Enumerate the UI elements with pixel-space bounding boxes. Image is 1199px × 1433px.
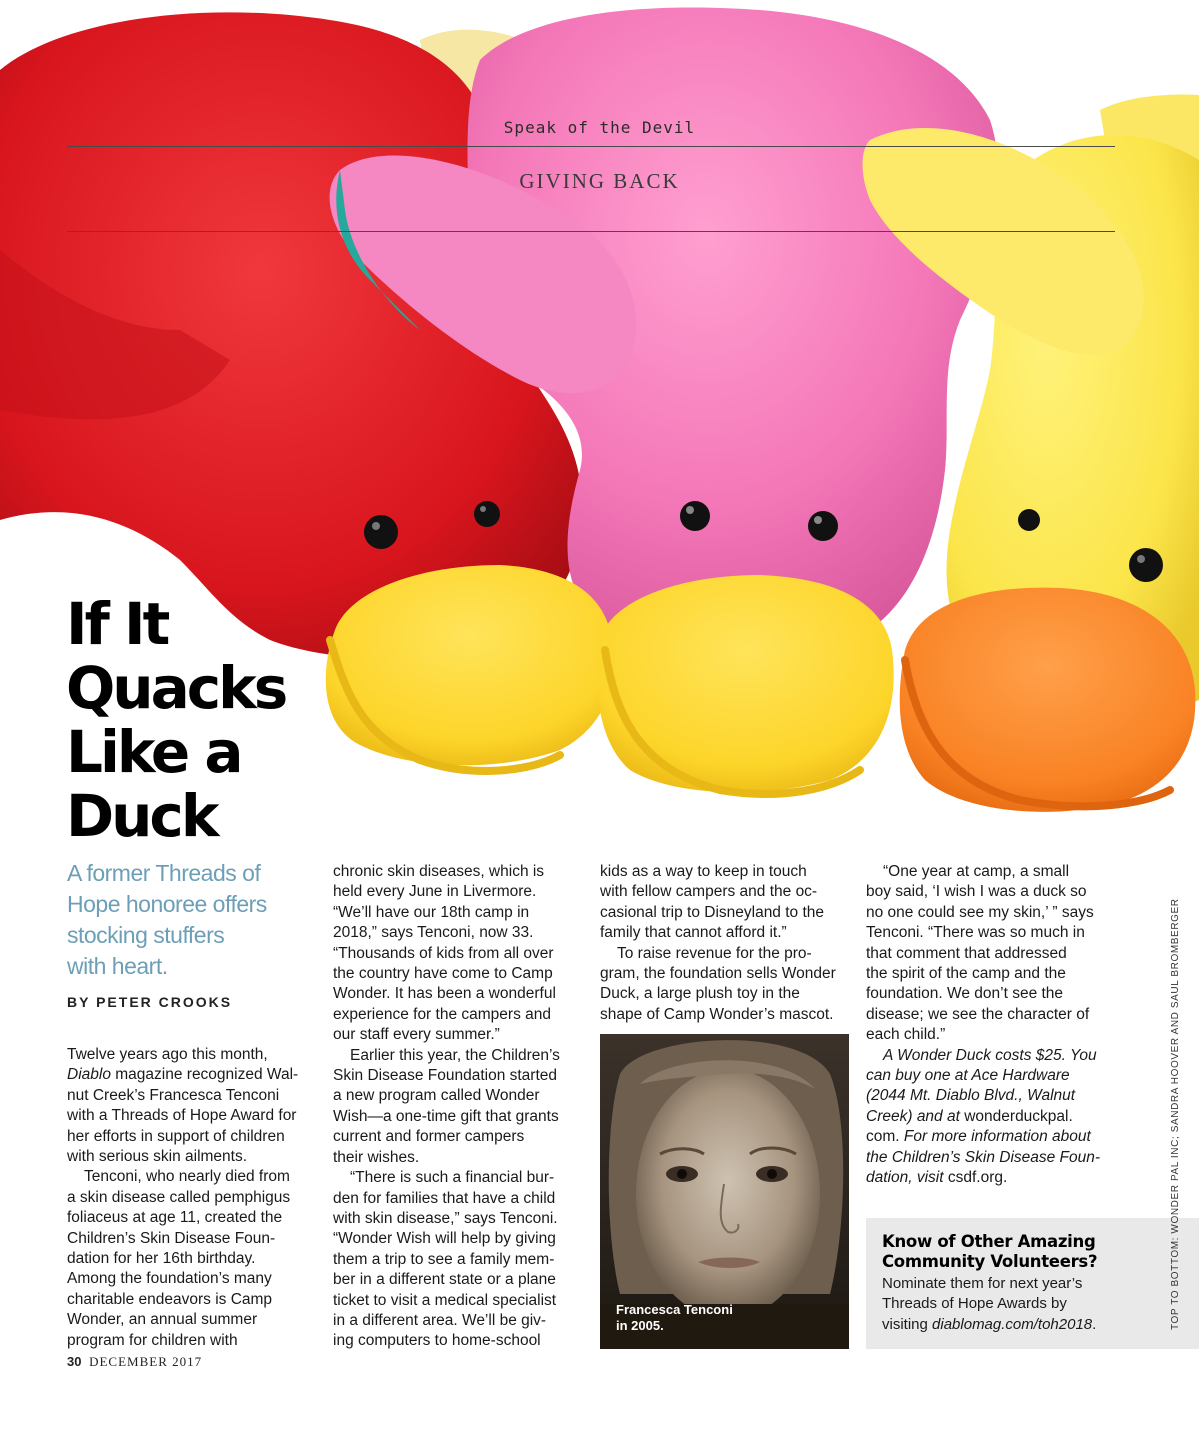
body-text: with skin disease,” says Tenconi. — [333, 1209, 558, 1227]
headline-line: If It — [66, 590, 168, 658]
body-italic-text: can buy one at Ace Hardware — [866, 1067, 1070, 1085]
body-italic-text: A Wonder Duck costs $25. You — [883, 1046, 1097, 1064]
body-line — [866, 882, 1121, 902]
body-text: a new program called Wonder — [333, 1087, 540, 1105]
body-text: them a trip to see a family mem- — [333, 1250, 555, 1268]
body-column-3 — [600, 862, 855, 1025]
body-line — [67, 1290, 322, 1310]
body-text: boy said, ‘I wish I was a duck so — [866, 883, 1087, 901]
body-line — [333, 1291, 588, 1311]
sidebar-link-suffix: . — [1092, 1315, 1097, 1333]
body-line — [67, 1310, 322, 1330]
body-line — [333, 1066, 588, 1086]
body-text: the spirit of the camp and the — [866, 965, 1066, 983]
photo-credit: TOP TO BOTTOM: WONDER PAL INC; SANDRA HOOVER AND SAUL BROMBERGER — [1170, 898, 1181, 1330]
body-line — [866, 1086, 1121, 1106]
body-text: foundation. We don’t see the — [866, 985, 1064, 1003]
body-line — [866, 1005, 1121, 1025]
headline-line: Duck — [66, 782, 217, 850]
body-line — [600, 903, 855, 923]
folio — [67, 1354, 202, 1370]
body-line — [866, 1107, 1121, 1127]
body-text: a skin disease called pemphigus — [67, 1188, 291, 1206]
body-text: kids as a way to keep in touch — [600, 863, 807, 880]
body-text: family that cannot afford it.” — [600, 924, 787, 942]
body-column-1 — [67, 1045, 322, 1351]
body-line — [333, 1005, 588, 1025]
body-line — [333, 1189, 588, 1209]
body-line — [333, 1046, 588, 1066]
body-text: Tenconi, who nearly died from — [84, 1168, 290, 1186]
body-line — [67, 1249, 322, 1269]
body-line — [333, 1250, 588, 1270]
body-text: our staff every summer.” — [333, 1026, 500, 1044]
body-line — [333, 903, 588, 923]
body-line — [866, 1127, 1121, 1147]
body-line — [67, 1147, 322, 1167]
body-text: casional trip to Disneyland to the — [600, 903, 825, 921]
photo-caption-line: in 2005. — [616, 1318, 664, 1333]
body-text: foliaceus at age 11, created the — [67, 1209, 283, 1227]
body-line — [333, 1086, 588, 1106]
body-italic-text: the Children’s Skin Disease Foun- — [866, 1148, 1101, 1166]
body-italic-text: dation, visit — [866, 1169, 944, 1187]
body-text: shape of Camp Wonder’s mascot. — [600, 1005, 834, 1023]
sidebar-body — [882, 1274, 1096, 1335]
body-line — [67, 1229, 322, 1249]
body-text: “There is such a financial bur- — [350, 1169, 555, 1187]
body-line — [600, 1005, 855, 1025]
body-text: charitable endeavors is Camp — [67, 1290, 273, 1308]
page-number: 30 — [67, 1354, 82, 1369]
kicker-title: Speak of the Devil — [503, 118, 696, 137]
body-line — [333, 964, 588, 984]
body-line — [67, 1167, 322, 1187]
issue-date: DECEMBER 2017 — [89, 1354, 203, 1369]
deck-line: with heart. — [67, 953, 168, 979]
body-text: disease; we see the character of — [866, 1005, 1090, 1023]
sidebar-box — [866, 1218, 1199, 1349]
sidebar-title-line: Know of Other Amazing — [882, 1232, 1096, 1251]
body-text: held every June in Livermore. — [333, 883, 537, 901]
body-text: Wonder, an annual summer — [67, 1311, 258, 1329]
body-text: “Thousands of kids from all over — [333, 944, 554, 962]
body-line — [600, 984, 855, 1004]
deck-line: A former Threads of — [67, 860, 261, 886]
body-line — [866, 1148, 1121, 1168]
body-text: ing computers to home-school — [333, 1332, 541, 1350]
photo-caption-line: Francesca Tenconi — [616, 1302, 733, 1317]
body-text: each child.” — [866, 1026, 946, 1044]
body-line — [333, 1148, 588, 1168]
body-text: current and former campers — [333, 1128, 525, 1146]
body-line — [600, 862, 855, 882]
body-text: program for children with — [67, 1331, 238, 1349]
body-line — [67, 1269, 322, 1289]
body-text: ticket to visit a medical specialist — [333, 1291, 557, 1309]
header-top-rule — [67, 146, 1115, 147]
body-line — [67, 1045, 322, 1065]
headline-line: Quacks — [66, 654, 286, 722]
sidebar-body-line — [882, 1315, 1096, 1335]
body-line — [333, 1025, 588, 1045]
body-text: den for families that have a child — [333, 1189, 556, 1207]
body-text: with fellow campers and the oc- — [600, 883, 818, 901]
body-text: Among the foundation’s many — [67, 1270, 272, 1288]
body-text: “We’ll have our 18th camp in — [333, 903, 530, 921]
body-line — [67, 1106, 322, 1126]
body-line — [333, 1127, 588, 1147]
body-text: the country have come to Camp — [333, 965, 553, 983]
body-text: To raise revenue for the pro- — [617, 944, 812, 962]
sidebar-body-text: visiting — [882, 1315, 933, 1333]
body-text: nut Creek’s Francesca Tenconi — [67, 1086, 280, 1104]
body-text: ber in a different state or a plane — [333, 1271, 556, 1289]
body-text: magazine recognized Wal- — [115, 1066, 299, 1084]
deck-line: Hope honoree offers — [67, 891, 267, 917]
body-text: dation for her 16th birthday. — [67, 1250, 256, 1268]
body-line — [333, 1107, 588, 1127]
header-bottom-rule — [67, 231, 1115, 232]
headline-line: Like a — [66, 718, 241, 786]
deck — [67, 858, 307, 982]
body-text: with serious skin ailments. — [67, 1148, 248, 1166]
body-line — [866, 984, 1121, 1004]
body-line — [333, 944, 588, 964]
body-column-2 — [333, 862, 588, 1352]
body-line — [866, 1168, 1121, 1188]
body-text: Skin Disease Foundation started — [333, 1067, 558, 1085]
body-text: Duck, a large plush toy in the — [600, 985, 800, 1003]
section-title: GIVING BACK — [519, 169, 680, 193]
body-text: her efforts in support of children — [67, 1127, 285, 1145]
body-text: with a Threads of Hope Award for — [67, 1107, 297, 1125]
body-line — [333, 882, 588, 902]
body-line — [866, 1066, 1121, 1086]
body-text: wonderduckpal. — [959, 1107, 1073, 1125]
body-text: chronic skin diseases, which is — [333, 863, 545, 880]
body-line — [866, 944, 1121, 964]
body-text: their wishes. — [333, 1148, 420, 1166]
body-line — [67, 1331, 322, 1351]
body-line — [333, 923, 588, 943]
body-text: 2018,” says Tenconi, now 33. — [333, 924, 534, 942]
body-text: com. — [866, 1128, 900, 1146]
body-italic-text: (2044 Mt. Diablo Blvd., Walnut — [866, 1087, 1076, 1105]
body-text: that comment that addressed — [866, 944, 1067, 962]
body-line — [600, 964, 855, 984]
body-line — [866, 862, 1121, 882]
body-line — [600, 944, 855, 964]
body-text: Wish—a one-time gift that grants — [333, 1107, 559, 1125]
body-text: Wonder. It has been a wonderful — [333, 985, 556, 1003]
body-line — [67, 1188, 322, 1208]
body-text: experience for the campers and — [333, 1005, 551, 1023]
body-line — [333, 1270, 588, 1290]
body-line — [67, 1065, 322, 1085]
body-text: Tenconi. “There was so much in — [866, 924, 1085, 942]
deck-line: stocking stuffers — [67, 922, 225, 948]
body-text: csdf.org. — [943, 1169, 1008, 1187]
byline: BY PETER CROOKS — [67, 994, 233, 1010]
body-text: Twelve years ago this month, — [67, 1046, 268, 1063]
body-line — [67, 1208, 322, 1228]
body-line — [866, 1025, 1121, 1045]
sidebar-link[interactable]: diablomag.com/toh2018 — [932, 1315, 1093, 1333]
body-text: in a different area. We’ll be giv- — [333, 1311, 547, 1329]
sidebar-title — [882, 1232, 1097, 1272]
photo-caption — [616, 1302, 733, 1334]
body-line — [333, 1209, 588, 1229]
body-line — [866, 903, 1121, 923]
body-line — [866, 964, 1121, 984]
body-line — [333, 984, 588, 1004]
body-text: Children’s Skin Disease Foun- — [67, 1229, 276, 1247]
body-line — [333, 1311, 588, 1331]
body-line — [333, 1331, 588, 1351]
body-text: Earlier this year, the Children’s — [350, 1046, 560, 1064]
body-line — [333, 1229, 588, 1249]
body-column-4 — [866, 862, 1121, 1189]
body-text: “Wonder Wish will help by giving — [333, 1230, 556, 1248]
sidebar-body-line: Nominate them for next year’s — [882, 1275, 1083, 1292]
body-line — [67, 1086, 322, 1106]
body-line — [600, 923, 855, 943]
body-text: gram, the foundation sells Wonder — [600, 965, 836, 983]
body-line — [866, 923, 1121, 943]
headline — [66, 592, 336, 848]
body-line — [67, 1127, 322, 1147]
body-text: no one could see my skin,’ ” says — [866, 903, 1094, 921]
body-line — [333, 862, 588, 882]
sidebar-title-line: Community Volunteers? — [882, 1252, 1098, 1271]
sidebar-body-line: Threads of Hope Awards by — [882, 1295, 1067, 1313]
body-line — [333, 1168, 588, 1188]
body-italic-text: Creek) and at — [866, 1107, 960, 1125]
body-line — [600, 882, 855, 902]
body-text: “One year at camp, a small — [883, 863, 1070, 880]
body-italic-text: Diablo — [67, 1066, 111, 1084]
body-italic-text: For more information about — [899, 1128, 1091, 1146]
body-line — [866, 1046, 1121, 1066]
